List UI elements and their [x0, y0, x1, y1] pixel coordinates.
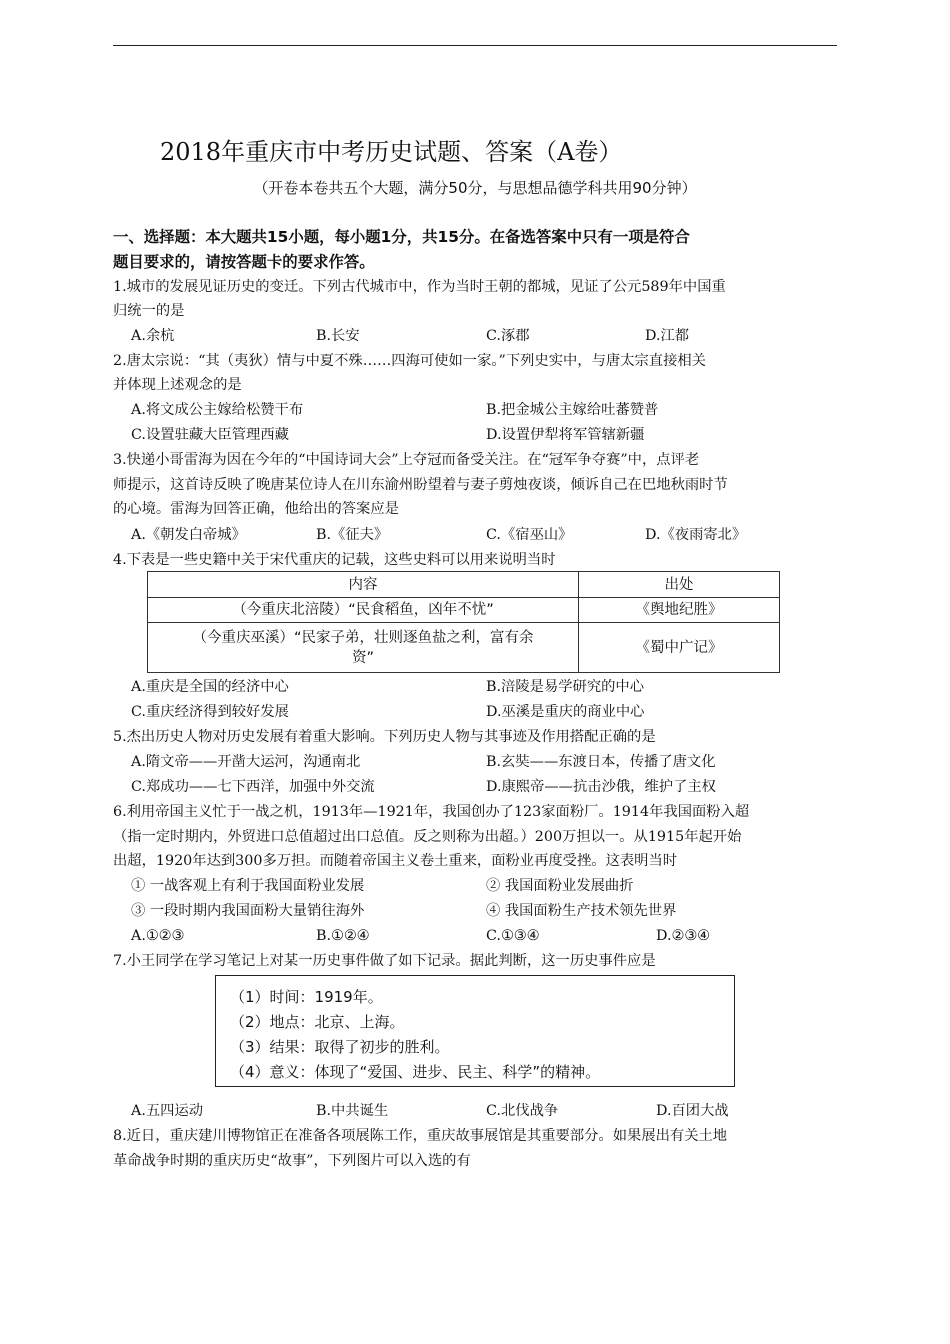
- table-row1-source: 《舆地纪胜》: [579, 598, 780, 623]
- q4-option-b: B.涪陵是易学研究的中心: [486, 679, 645, 695]
- table-row2-content-line2: 资”: [351, 649, 374, 666]
- table-row2-content-line1: （今重庆巫溪）“民家子弟，壮则逐鱼盐之利，富有余: [192, 629, 534, 646]
- q7-stem-line1: 7.小王同学在学习笔记上对某一历史事件做了如下记录。据此判断，这一历史事件应是: [113, 953, 656, 969]
- q1-option-c: C.涿郡: [486, 328, 530, 344]
- table-row2-content: [148, 623, 579, 673]
- q2-option-a: A.将文成公主嫁给松赞干布: [131, 402, 304, 418]
- q7-note-1: （1）时间：1919年。: [230, 988, 383, 1006]
- q4-option-a: A.重庆是全国的经济中心: [131, 679, 289, 695]
- q6-item-4: ④ 我国面粉生产技术领先世界: [486, 903, 677, 919]
- table-header-source: 出处: [579, 572, 780, 598]
- q7-note-box: [215, 975, 735, 1087]
- q2-option-d: D.设置伊犁将军管辖新疆: [486, 427, 645, 443]
- q5-option-b: B.玄奘——东渡日本，传播了唐文化: [486, 754, 716, 770]
- q8-stem-line1: 8.近日，重庆建川博物馆正在准备各项展陈工作，重庆故事展馆是其重要部分。如果展出有关土地: [113, 1128, 728, 1144]
- q6-stem-line1: 6.利用帝国主义忙于一战之机，1913年—1921年，我国创办了123家面粉厂。1914年我国面粉入超: [113, 804, 750, 820]
- q5-option-c: C.郑成功——七下西洋，加强中外交流: [131, 779, 375, 795]
- q7-option-b: B.中共诞生: [316, 1103, 389, 1119]
- q4-source-table: [147, 571, 780, 673]
- q6-stem-line2: （指一定时期内，外贸进口总值超过出口总值。反之则称为出超。）200万担以一。从1915年起开始: [113, 829, 742, 845]
- q4-option-c: C.重庆经济得到较好发展: [131, 704, 289, 720]
- q7-note-3: （3）结果：取得了初步的胜利。: [230, 1038, 450, 1056]
- q6-option-b: B.①②④: [316, 928, 370, 944]
- q1-stem-line2: 归统一的是: [113, 303, 185, 319]
- q6-option-c: C.①③④: [486, 928, 540, 944]
- page-subtitle: （开卷本卷共五个大题，满分50分，与思想品德学科共用90分钟）: [253, 179, 697, 197]
- page-title: 2018年重庆市中考历史试题、答案（A卷）: [160, 138, 623, 166]
- q7-note-4: （4）意义：体现了“爱国、进步、民主、科学”的精神。: [230, 1063, 601, 1081]
- q4-option-d: D.巫溪是重庆的商业中心: [486, 704, 645, 720]
- table-row2-source: 《蜀中广记》: [579, 623, 780, 673]
- q2-option-b: B.把金城公主嫁给吐蕃赞普: [486, 402, 659, 418]
- q3-option-d: D.《夜雨寄北》: [645, 527, 747, 543]
- q1-option-b: B.长安: [316, 328, 360, 344]
- q5-option-d: D.康熙帝——抗击沙俄，维护了主权: [486, 779, 716, 795]
- q3-stem-line2: 师提示，这首诗反映了晚唐某位诗人在川东渝州盼望着与妻子剪烛夜谈，倾诉自己在巴地秋雨时节: [113, 477, 728, 493]
- q6-stem-line3: 出超，1920年达到300多万担。而随着帝国主义卷土重来，面粉业再度受挫。这表明当时: [113, 853, 678, 869]
- q3-option-a: A.《朝发白帝城》: [131, 527, 246, 543]
- q2-stem-line1: 2.唐太宗说：“其（夷狄）情与中夏不殊……四海可使如一家。”下列史实中，与唐太宗直接相关: [113, 353, 706, 369]
- q3-stem-line1: 3.快递小哥雷海为因在今年的“中国诗词大会”上夺冠而备受关注。在“冠军争夺赛”中，点评老: [113, 452, 700, 468]
- q1-option-a: A.余杭: [131, 328, 175, 344]
- q7-option-a: A.五四运动: [131, 1103, 204, 1119]
- section-heading-line2: 题目要求的，请按答题卡的要求作答。: [113, 253, 375, 271]
- q2-option-c: C.设置驻藏大臣管理西藏: [131, 427, 289, 443]
- q7-option-c: C.北伐战争: [486, 1103, 559, 1119]
- q7-note-2: （2）地点：北京、上海。: [230, 1013, 405, 1031]
- q3-stem-line3: 的心境。雷海为回答正确，他给出的答案应是: [113, 501, 399, 517]
- q3-option-b: B.《征夫》: [316, 527, 389, 543]
- q1-option-d: D.江都: [645, 328, 690, 344]
- q7-option-d: D.百团大战: [656, 1103, 729, 1119]
- header-rule: [113, 45, 837, 46]
- table-row1-content: （今重庆北涪陵）“民食稻鱼，凶年不忧”: [148, 598, 579, 623]
- q5-stem-line1: 5.杰出历史人物对历史发展有着重大影响。下列历史人物与其事迹及作用搭配正确的是: [113, 729, 656, 745]
- q3-option-c: C.《宿巫山》: [486, 527, 573, 543]
- q6-item-2: ② 我国面粉业发展曲折: [486, 878, 634, 894]
- q5-option-a: A.隋文帝——开凿大运河，沟通南北: [131, 754, 361, 770]
- q6-item-3: ③ 一段时期内我国面粉大量销往海外: [131, 903, 365, 919]
- table-header-content: 内容: [148, 572, 579, 598]
- q6-option-d: D.②③④: [656, 928, 710, 944]
- section-heading-line1: 一、选择题：本大题共15小题，每小题1分，共15分。在备选答案中只有一项是符合: [113, 228, 690, 246]
- q6-option-a: A.①②③: [131, 928, 185, 944]
- q2-stem-line2: 并体现上述观念的是: [113, 377, 242, 393]
- q1-stem-line1: 1.城市的发展见证历史的变迁。下列古代城市中，作为当时王朝的都城，见证了公元589年中国重: [113, 279, 726, 295]
- q6-item-1: ① 一战客观上有利于我国面粉业发展: [131, 878, 365, 894]
- q4-stem-line1: 4.下表是一些史籍中关于宋代重庆的记载，这些史料可以用来说明当时: [113, 552, 556, 568]
- q8-stem-line2: 革命战争时期的重庆历史“故事”，下列图片可以入选的有: [113, 1153, 471, 1169]
